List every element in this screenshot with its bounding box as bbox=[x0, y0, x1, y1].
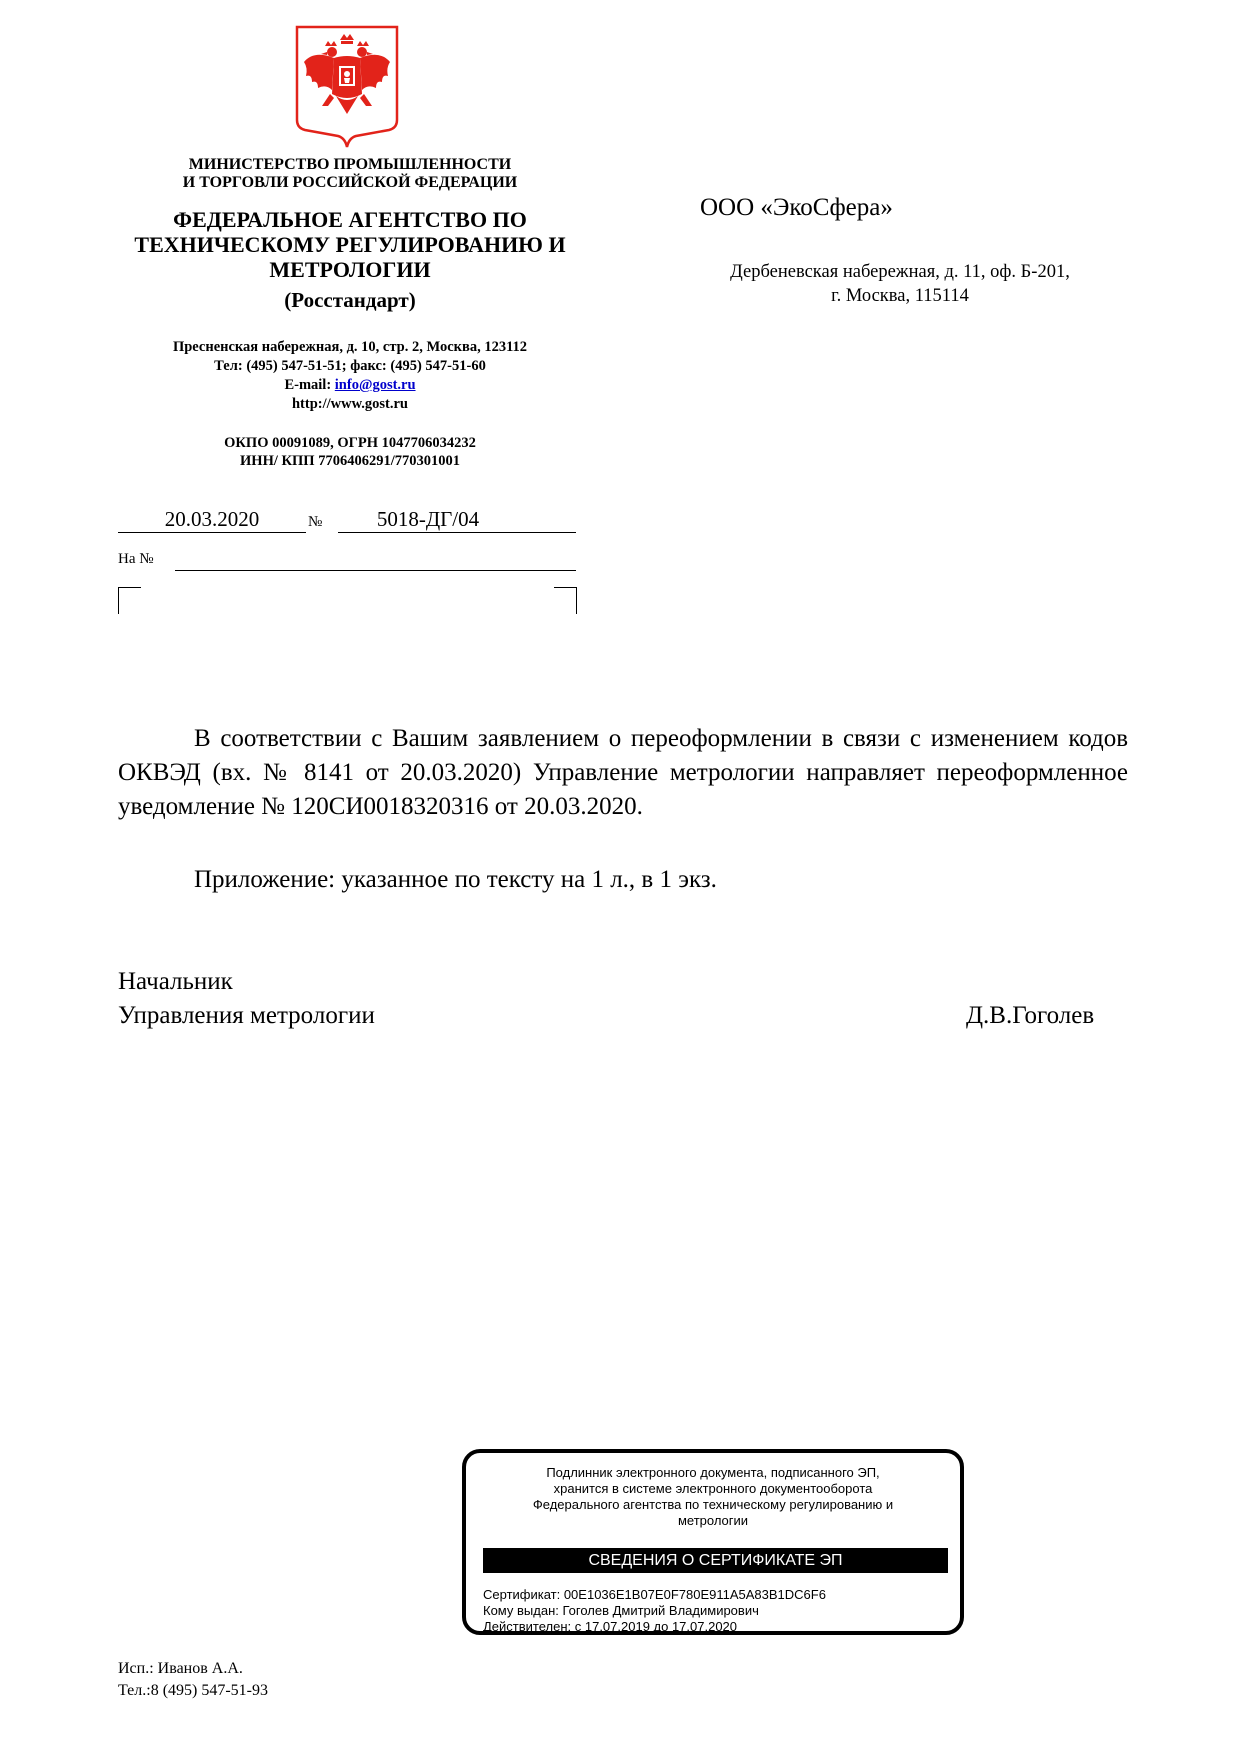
certificate-header: СВЕДЕНИЯ О СЕРТИФИКАТЕ ЭП bbox=[483, 1548, 948, 1573]
date-underline bbox=[118, 532, 306, 533]
number-sign: № bbox=[308, 514, 323, 530]
inn-kpp: ИНН/ КПП 7706406291/770301001 bbox=[240, 453, 460, 469]
agency-codes bbox=[110, 434, 590, 470]
address-corner-right bbox=[554, 587, 577, 614]
stamp-notice-line: Подлинник электронного документа, подписанного ЭП, bbox=[546, 1465, 880, 1480]
stamp-notice-line: хранится в системе электронного документооборота bbox=[553, 1481, 873, 1496]
recipient-address bbox=[680, 260, 1120, 308]
agency-website: http://www.gost.ru bbox=[291, 396, 408, 412]
stamp-notice bbox=[466, 1465, 960, 1529]
stamp-notice-line: Федерального агентства по техническому регулированию и bbox=[532, 1497, 894, 1512]
agency-line: ФЕДЕРАЛЬНОЕ АГЕНТСТВО ПО bbox=[173, 207, 527, 232]
number-underline bbox=[338, 532, 576, 533]
agency-line: ТЕХНИЧЕСКОМУ РЕГУЛИРОВАНИЮ И bbox=[134, 232, 566, 257]
reference-label: На № bbox=[118, 551, 154, 567]
agency-phone-fax: Тел: (495) 547-51-51; факс: (495) 547-51-60 bbox=[214, 358, 486, 374]
document-number: 5018-ДГ/04 bbox=[376, 507, 480, 531]
address-corner-left bbox=[118, 587, 141, 614]
signer-department: Управления метрологии bbox=[118, 1002, 375, 1029]
russian-coat-of-arms-icon bbox=[294, 24, 400, 150]
recipient-address-line: г. Москва, 115114 bbox=[831, 286, 969, 306]
agency-email-row bbox=[110, 376, 590, 395]
agency-short-name: (Росстандарт) bbox=[284, 288, 416, 312]
certificate-details bbox=[483, 1587, 948, 1635]
document-date: 20.03.2020 bbox=[164, 507, 260, 531]
e-signature-stamp bbox=[462, 1449, 964, 1635]
agency-name bbox=[110, 207, 590, 282]
stamp-notice-line: метрологии bbox=[677, 1513, 749, 1528]
agency-contacts bbox=[110, 338, 590, 414]
certificate-validity: Действителен: с 17.07.2019 до 17.07.2020 bbox=[483, 1619, 738, 1634]
letter-body: В соответствии с Вашим заявлением о переоформлении в связи с изменением кодов ОКВЭД (вх. № 8141 от 20.03.2020) Управление метрологии направляет переоформленное уведомление № 120СИ0018320316 от 20.03.2020. bbox=[118, 725, 1128, 820]
agency-address: Пресненская набережная, д. 10, стр. 2, Москва, 123112 bbox=[172, 339, 528, 355]
reference-underline bbox=[175, 570, 576, 571]
okpo-ogrn: ОКПО 00091089, ОГРН 1047706034232 bbox=[224, 435, 476, 451]
email-label: E-mail: bbox=[284, 377, 335, 393]
certificate-serial: Сертификат: 00E1036E1B07E0F780E911A5A83B1DC6F6 bbox=[483, 1587, 826, 1602]
ministry-line: МИНИСТЕРСТВО ПРОМЫШЛЕННОСТИ bbox=[188, 156, 512, 173]
recipient-name: ООО «ЭкоСфера» bbox=[700, 194, 893, 221]
ministry-name bbox=[150, 156, 550, 192]
executor-name: Исп.: Иванов А.А. bbox=[118, 1660, 243, 1677]
agency-line: МЕТРОЛОГИИ bbox=[269, 257, 431, 282]
executor-phone: Тел.:8 (495) 547-51-93 bbox=[118, 1682, 269, 1699]
certificate-owner: Кому выдан: Гоголев Дмитрий Владимирович bbox=[483, 1603, 759, 1618]
email-link[interactable]: info@gost.ru bbox=[334, 377, 416, 393]
ministry-line: И ТОРГОВЛИ РОССИЙСКОЙ ФЕДЕРАЦИИ bbox=[182, 174, 518, 191]
attachment-note: Приложение: указанное по тексту на 1 л., в 1 экз. bbox=[194, 866, 717, 893]
recipient-address-line: Дербеневская набережная, д. 11, оф. Б-201, bbox=[730, 262, 1070, 282]
signer-name: Д.В.Гоголев bbox=[966, 1002, 1095, 1029]
signer-title: Начальник bbox=[118, 968, 233, 995]
executor-info bbox=[118, 1658, 268, 1702]
